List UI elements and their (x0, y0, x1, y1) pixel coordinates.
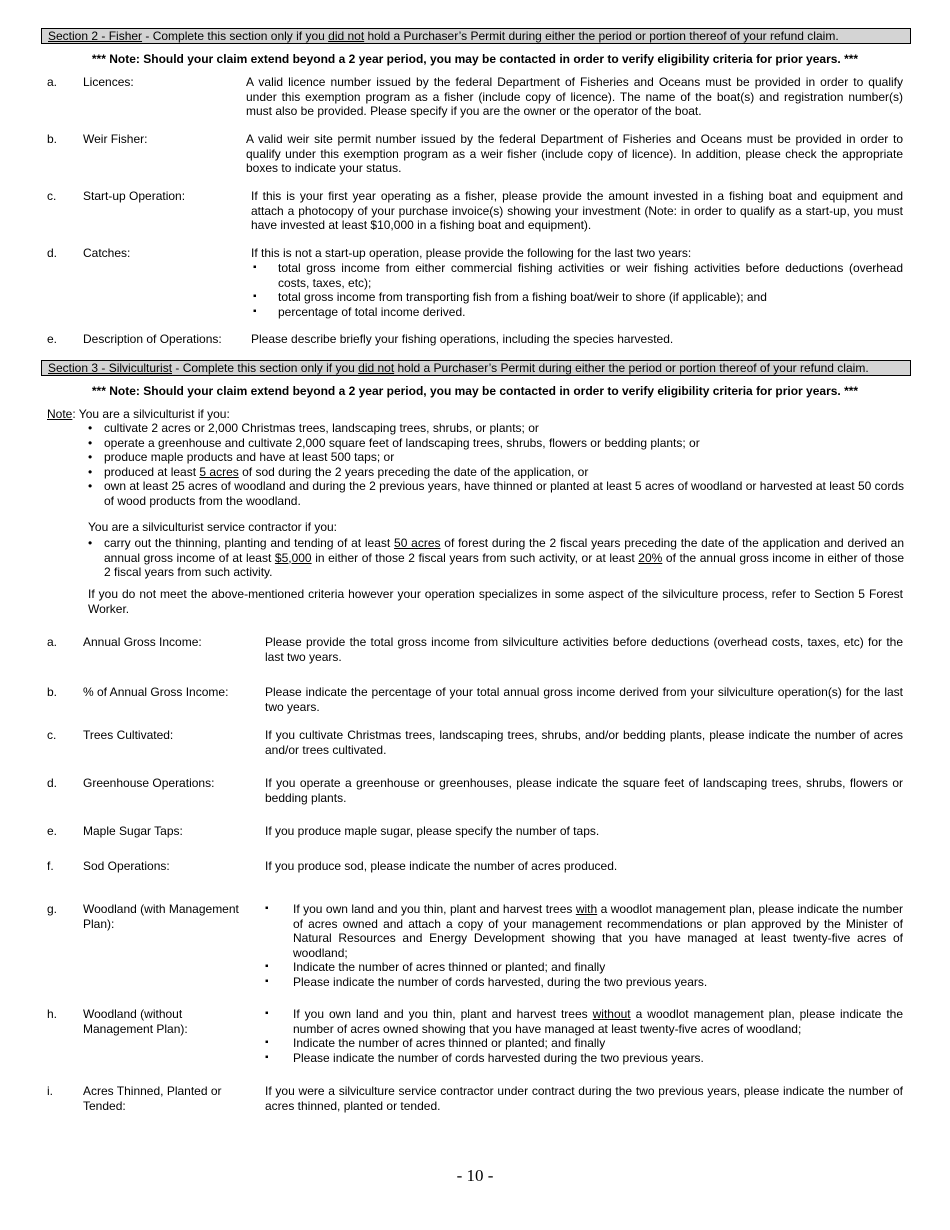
item-letter: f. (47, 859, 54, 873)
item-label-greenhouse: Greenhouse Operations: (83, 776, 215, 790)
list-item (104, 536, 904, 580)
item-letter: a. (47, 635, 58, 649)
section-2-header-text: - Complete this section only if you (142, 29, 329, 43)
contractor-text: of forest during the 2 fiscal years preceding the date of the application and derived an annual gross income of at least (104, 536, 905, 565)
item-letter: a. (47, 75, 58, 89)
list-item: ▪ total gross income from either commercial fishing activities or weir fishing activities before deductions (overhead costs, taxes, etc); (278, 261, 903, 290)
item-letter: e. (47, 332, 58, 346)
item-text-annual-gross-income: Please provide the total gross income from silviculture activities before deductions (overhead costs, taxes, etc) for the last two years. (265, 635, 903, 664)
contractor-criteria-list (104, 536, 904, 580)
woodland-with-plan-list (293, 902, 903, 990)
woodland-without-plan-list (293, 1007, 903, 1065)
section-2-title: Section 2 - Fisher (48, 29, 143, 43)
item-letter: d. (47, 776, 58, 790)
forest-worker-note: If you do not meet the above-mentioned criteria however your operation specializes in some aspect of the silviculture process, refer to Section 5 Forest Worker. (88, 587, 903, 616)
woodland-text: If you own land and you thin, plant and harvest trees (293, 1007, 593, 1021)
list-item: • operate a greenhouse and cultivate 2,000 square feet of landscaping trees, shrubs, flowers or bedding plants; or (104, 436, 904, 451)
contractor-text: of the annual gross income in either of those 2 fiscal years from such activity. (104, 550, 904, 580)
criteria-text: of sod during the 2 years preceding the date of the application, or (238, 464, 589, 479)
item-text-acres-thinned: If you were a silviculture service contractor under contract during the two previous years, please indicate the number of acres thinned, planted or tended. (265, 1084, 903, 1113)
item-text-catches: If this is not a start-up operation, please provide the following for the last two years: (251, 246, 692, 260)
section-3-note: *** Note: Should your claim extend beyond a 2 year period, you may be contacted in order to verify eligibility criteria for prior years. *** (91, 384, 859, 398)
item-label-trees-cultivated: Trees Cultivated: (83, 728, 174, 742)
item-text-greenhouse: If you operate a greenhouse or greenhouses, please indicate the square feet of landscaping trees, shrubs, flowers or bedding plants. (265, 776, 903, 805)
woodland-text: If you own land and you thin, plant and harvest trees (293, 902, 576, 916)
item-text-sod: If you produce sod, please indicate the number of acres produced. (265, 859, 618, 873)
section-2-note: *** Note: Should your claim extend beyond a 2 year period, you may be contacted in order to verify eligibility criteria for prior years. *** (91, 52, 859, 66)
section-2-header-suffix: hold a Purchaser’s Permit during either the period or portion thereof of your refund claim. (364, 29, 839, 43)
item-text-percent-gross-income: Please indicate the percentage of your total annual gross income derived from your silviculture operation(s) for the last two years. (265, 685, 903, 714)
item-text-weir-fisher: A valid weir site permit number issued by the federal Department of Fisheries and Oceans must be provided in order to qualify under this exemption program as a weir fisher (include copy of licence). In addition, please check the appropriate boxes to indicate your status. (246, 132, 903, 176)
item-label-sod: Sod Operations: (83, 859, 170, 873)
list-item: ▪ Please indicate the number of cords harvested, during the two previous years. (293, 975, 903, 990)
silviculturist-intro (47, 407, 230, 422)
intro-note-label: Note (47, 407, 73, 421)
list-item (293, 902, 903, 960)
catches-list (278, 261, 903, 319)
item-letter: c. (47, 189, 57, 203)
item-label-maple-taps: Maple Sugar Taps: (83, 824, 183, 838)
list-item: ▪ percentage of total income derived. (278, 305, 903, 320)
item-letter: b. (47, 132, 58, 146)
item-text-trees-cultivated: If you cultivate Christmas trees, landscaping trees, shrubs, and/or bedding plants, please indicate the number of acres and/or trees cultivated. (265, 728, 903, 757)
contractor-emphasis: 50 acres (394, 536, 441, 550)
contractor-intro: You are a silviculturist service contractor if you: (88, 520, 337, 534)
item-label-percent-gross-income: % of Annual Gross Income: (83, 685, 229, 699)
list-item: • cultivate 2 acres or 2,000 Christmas trees, landscaping trees, shrubs, or plants; or (104, 421, 904, 436)
item-text-maple-taps: If you produce maple sugar, please specify the number of taps. (265, 824, 600, 838)
woodland-text: a woodlot management plan, please indicate the number of acres owned and attach a copy of your management recommendations or plan approved by the Minister of Natural Resources and Energy Development showing that you have managed at least twenty-five acres of woodland; (293, 902, 903, 960)
section-3-header (41, 360, 911, 376)
item-text-description: Please describe briefly your fishing operations, including the species harvested. (251, 332, 674, 346)
item-label-woodland-with-plan: Woodland (with Management Plan): (83, 902, 239, 931)
section-3-header-suffix: hold a Purchaser’s Permit during either the period or portion thereof of your refund claim. (394, 361, 869, 375)
list-item (293, 1007, 903, 1036)
list-item: ▪ Please indicate the number of cords harvested during the two previous years. (293, 1051, 903, 1066)
item-label-description: Description of Operations: (83, 332, 222, 346)
list-item (104, 465, 904, 480)
criteria-text: produced at least (104, 464, 200, 479)
woodland-emphasis: without (592, 1007, 631, 1021)
page-number: - 10 - (456, 1166, 494, 1185)
list-item: ▪ total gross income from transporting fish from a fishing boat/weir to shore (if applicable); and (278, 290, 903, 305)
item-letter: b. (47, 685, 58, 699)
criteria-emphasis: 5 acres (199, 464, 239, 479)
list-item: • produce maple products and have at least 500 taps; or (104, 450, 904, 465)
section-3-header-emphasis: did not (358, 361, 395, 375)
item-label-weir-fisher: Weir Fisher: (83, 132, 148, 146)
item-letter: c. (47, 728, 57, 742)
contractor-text: carry out the thinning, planting and tending of at least (104, 536, 395, 550)
item-label-catches: Catches: (83, 246, 131, 260)
item-letter: d. (47, 246, 58, 260)
item-text-licences: A valid licence number issued by the federal Department of Fisheries and Oceans must be provided in order to qualify under this exemption program as a fisher (include copy of licence). The name of the boat(s) and registration number(s) must also be provided. Please specify if you are the owner or the operator of the boat. (246, 75, 903, 119)
contractor-emphasis: $5,000 (274, 550, 312, 565)
item-text-startup: If this is your first year operating as a fisher, please provide the amount invested in a fishing boat and equipment and attach a photocopy of your purchase invoice(s) showing your investment (Note: in order to qualify as a start-up, you must have invested at least $10,000 in a fishing boat and equipment). (251, 189, 903, 233)
woodland-text: a woodlot management plan, please indicate the number of acres owned showing that you have managed at least twenty-five acres of woodland; (293, 1007, 903, 1036)
contractor-text: in either of those 2 fiscal years from such activity, or at least (311, 550, 639, 565)
item-letter: g. (47, 902, 58, 916)
item-label-annual-gross-income: Annual Gross Income: (83, 635, 202, 649)
contractor-emphasis: 20% (638, 550, 663, 565)
item-letter: i. (47, 1084, 53, 1098)
list-item: ▪ Indicate the number of acres thinned or planted; and finally (293, 960, 903, 975)
list-item: ▪ Indicate the number of acres thinned or planted; and finally (293, 1036, 903, 1051)
section-3-title: Section 3 - Silviculturist (48, 361, 173, 375)
section-2-header (41, 28, 911, 44)
item-label-acres-thinned: Acres Thinned, Planted or Tended: (83, 1084, 222, 1113)
item-label-woodland-without-plan: Woodland (without Management Plan): (83, 1007, 188, 1036)
item-label-licences: Licences: (83, 75, 134, 89)
item-letter: e. (47, 824, 58, 838)
section-3-header-text: - Complete this section only if you (172, 361, 359, 375)
item-letter: h. (47, 1007, 58, 1021)
section-2-header-emphasis: did not (328, 29, 365, 43)
intro-note-text: : You are a silviculturist if you: (72, 407, 230, 421)
silviculturist-criteria-list (104, 421, 904, 509)
woodland-emphasis: with (575, 902, 598, 916)
item-label-startup: Start-up Operation: (83, 189, 186, 203)
list-item: • own at least 25 acres of woodland and during the 2 previous years, have thinned or planted at least 5 acres of woodland or harvested at least 50 cords of wood products from the woodland. (104, 479, 904, 508)
